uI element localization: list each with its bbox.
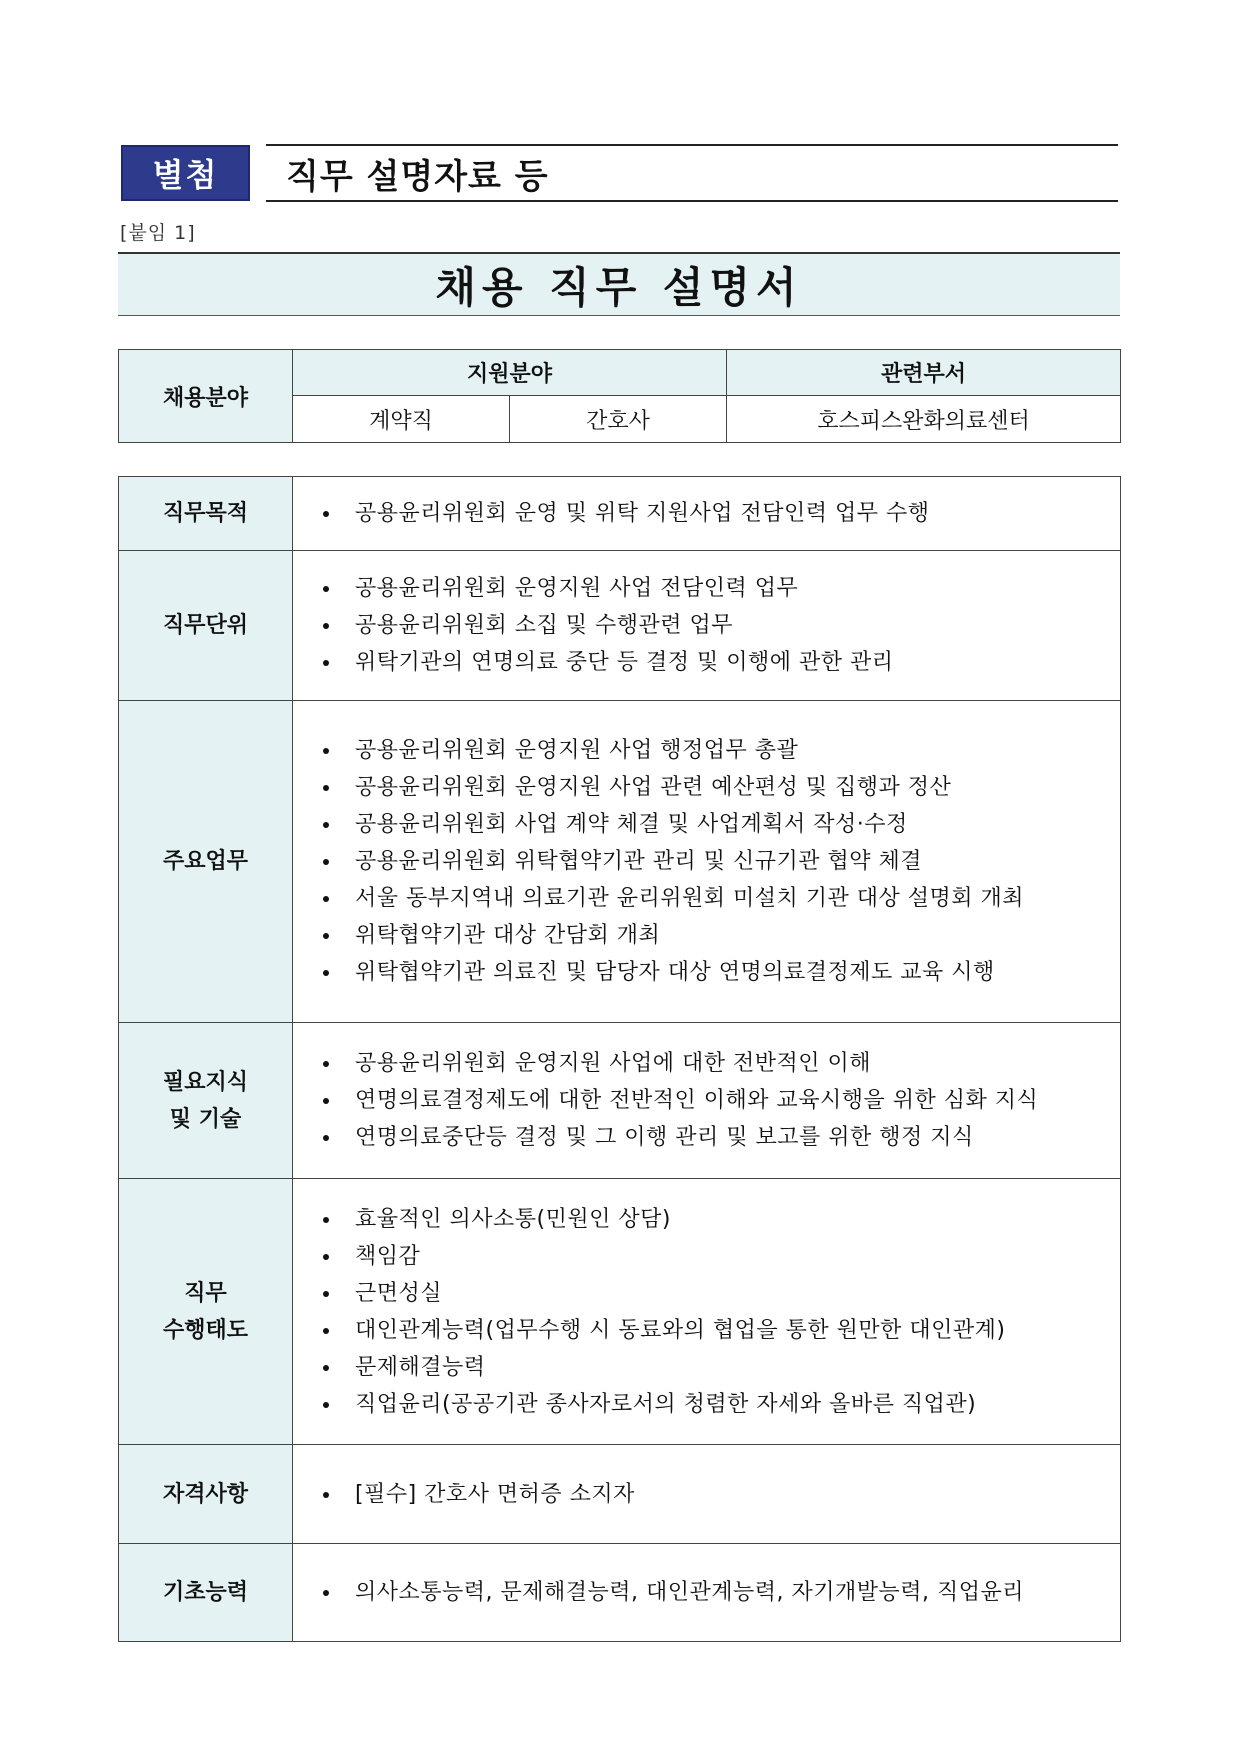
work-attitude-content [293,1179,1121,1445]
qualification-label: 자격사항 [119,1445,293,1544]
list-item: 효율적인 의사소통(민원인 상담) [319,1201,1120,1238]
list-item: 공용윤리위원회 사업 계약 체결 및 사업계획서 작성·수정 [319,806,1120,843]
document-title: 채용 직무 설명서 [118,252,1120,316]
job-title-cell: 간호사 [510,396,727,443]
qualification-content [293,1445,1121,1544]
related-dept-header: 관련부서 [727,350,1121,396]
list-item: 공용윤리위원회 위탁협약기관 관리 및 신규기관 협약 체결 [319,843,1120,880]
list-item: 직업윤리(공공기관 종사자로서의 청렴한 자세와 올바른 직업관) [319,1386,1120,1423]
label-line: 직무 [184,1280,227,1306]
list-item: 위탁협약기관 의료진 및 담당자 대상 연명의료결정제도 교육 시행 [319,954,1120,991]
list-item: [필수] 간호사 면허증 소지자 [319,1476,1120,1513]
attachment-badge: 별첨 [121,145,250,201]
label-line: 필요지식 [162,1069,248,1095]
work-attitude-label [119,1179,293,1445]
job-description-table [118,476,1121,1642]
list-item: 공용윤리위원회 운영지원 사업 전담인력 업무 [319,570,1120,607]
label-line: 수행태도 [162,1317,248,1343]
section-title: 직무 설명자료 등 [266,144,1118,202]
list-item: 대인관계능력(업무수행 시 동료와의 협업을 통한 원만한 대인관계) [319,1312,1120,1349]
job-purpose-content [293,477,1121,551]
employment-type-cell: 계약직 [293,396,510,443]
job-purpose-label: 직무목적 [119,477,293,551]
list-item: 공용윤리위원회 운영 및 위탁 지원사업 전담인력 업무 수행 [319,495,1120,532]
required-knowledge-label [119,1023,293,1179]
basic-competency-content [293,1544,1121,1642]
list-item: 근면성실 [319,1275,1120,1312]
main-duties-content [293,701,1121,1023]
list-item: 서울 동부지역내 의료기관 윤리위원회 미설치 기관 대상 설명회 개최 [319,880,1120,917]
job-unit-label: 직무단위 [119,551,293,701]
required-knowledge-content [293,1023,1121,1179]
list-item: 위탁협약기관 대상 간담회 개최 [319,917,1120,954]
list-item: 위탁기관의 연명의료 중단 등 결정 및 이행에 관한 관리 [319,644,1120,681]
list-item: 문제해결능력 [319,1349,1120,1386]
department-cell: 호스피스완화의료센터 [727,396,1121,443]
list-item: 연명의료중단등 결정 및 그 이행 관리 및 보고를 위한 행정 지식 [319,1119,1120,1156]
list-item: 의사소통능력, 문제해결능력, 대인관계능력, 자기개발능력, 직업윤리 [319,1574,1120,1611]
list-item: 공용윤리위원회 운영지원 사업에 대한 전반적인 이해 [319,1045,1120,1082]
job-unit-content [293,551,1121,701]
recruitment-field-table [118,349,1121,443]
attachment-number-label: [붙임 1] [120,222,196,244]
apply-field-header: 지원분야 [293,350,727,396]
list-item: 책임감 [319,1238,1120,1275]
list-item: 공용윤리위원회 운영지원 사업 관련 예산편성 및 집행과 정산 [319,769,1120,806]
basic-competency-label: 기초능력 [119,1544,293,1642]
list-item: 공용윤리위원회 운영지원 사업 행정업무 총괄 [319,732,1120,769]
recruit-field-label: 채용분야 [119,350,293,443]
list-item: 연명의료결정제도에 대한 전반적인 이해와 교육시행을 위한 심화 지식 [319,1082,1120,1119]
list-item: 공용윤리위원회 소집 및 수행관련 업무 [319,607,1120,644]
label-line: 및 기술 [169,1106,242,1132]
main-duties-label: 주요업무 [119,701,293,1023]
